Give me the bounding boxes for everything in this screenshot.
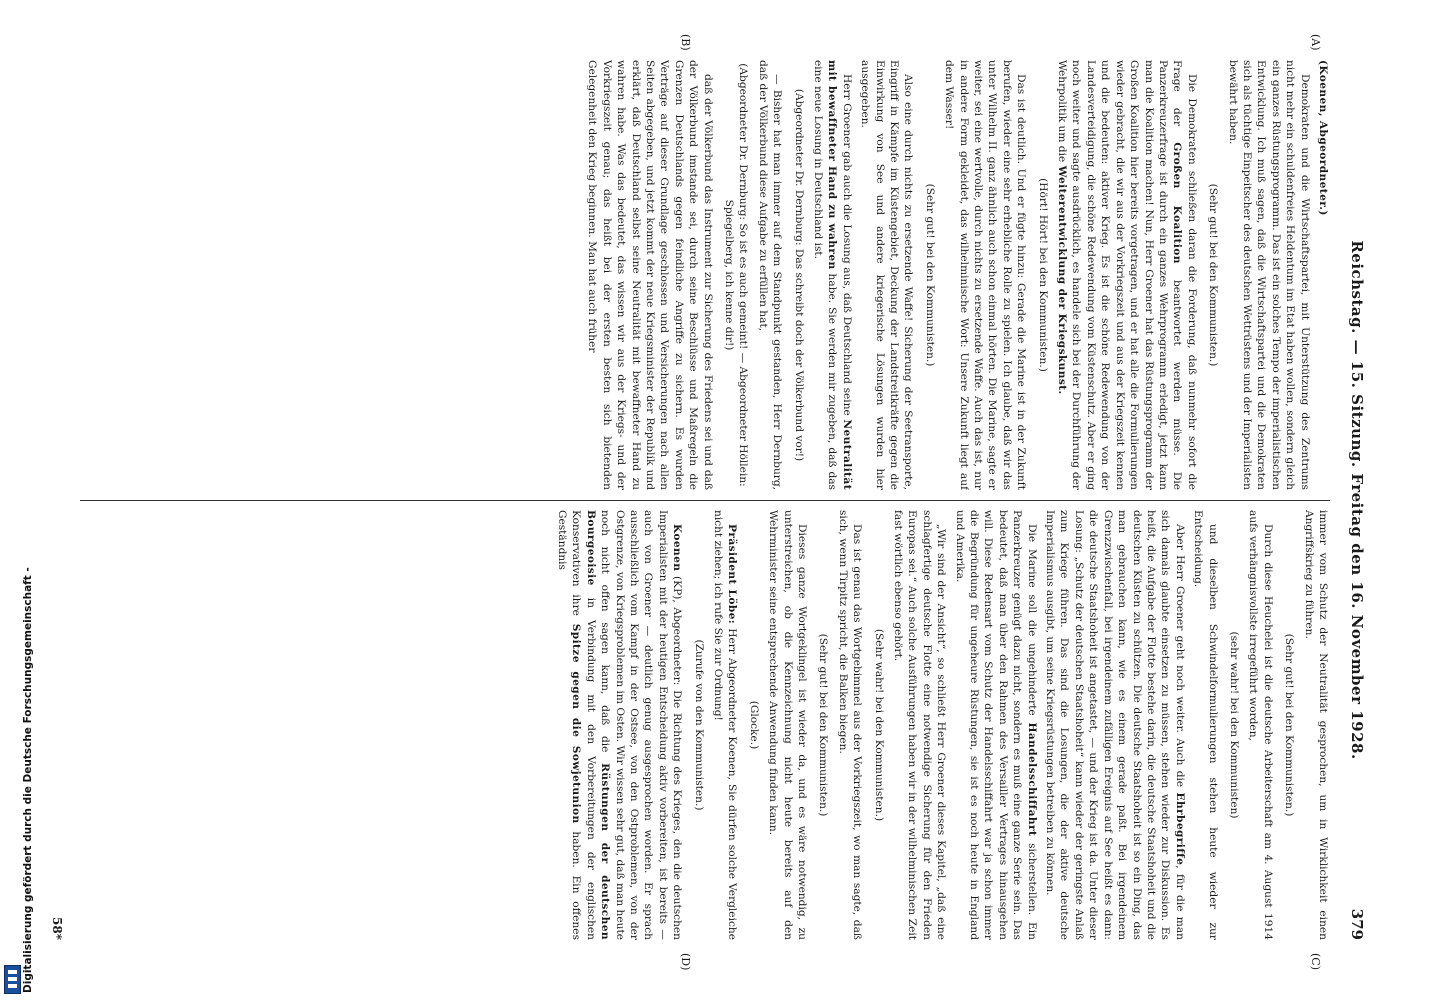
paragraph: und dieselben Schwindelformulierungen stehen heute wieder zur Entscheidung. <box>1192 510 1219 940</box>
paragraph: Präsident Löbe: Herr Abgeordneter Koenen, Sie dürfen solche Vergleiche nicht ziehen; ich rufe Sie zur Ordnung! <box>711 510 739 940</box>
margin-mark-d: (D) <box>679 953 692 971</box>
interjection: (sehr wahr! bei den Kommunisten) <box>1227 631 1240 819</box>
interjection: (Sehr gut! bei den Kommunisten.) <box>1207 183 1220 367</box>
page-header <box>1340 60 1366 940</box>
paragraph: Aber Herr Groener geht noch weiter. Auch die Ehrbegriffe, für die man sich damals glaubte einsetzen zu müssen, stehen wieder zur Diskussion. Es heißt, die Aufgabe der Flotte bestehe darin, die deutsche Staatshoheit und die deutschen Küsten zu schützen. Die deutsche Staatshoheit ist so ein Ding, das man gebrauchen kann, wie es einem gerade paßt. Bei irgendeinem Grenzzwischenfall, bei irgendeinem zufälligen Ereignis auf See heißt es dann: die deutsche Staatshoheit ist angetastet, — und der Krieg ist da. Unter dieser Losung: „Schutz der deutschen Staatshoheit“ kann wieder der geringste Anlaß zum Kriege führen. Das sind die Losungen, die der aktive deutsche Imperialismus ausgibt, um seine Kriegsrüstungen betreiben zu können. <box>1044 510 1186 940</box>
scanned-page <box>2 8 1392 988</box>
interjection: (Sehr wahr! bei den Kommunisten.) <box>872 628 885 822</box>
header-title: Reichstag. — 15. Sitzung. Freitag den 16. November 1928. <box>1348 240 1366 760</box>
paragraph: (Koenen, Abgeordneter.) <box>1317 60 1329 216</box>
paragraph: Die Demokraten schließen daran die Forderung, daß nunmehr sofort die Frage der Großen Koalition beantwortet werden müsse. Die Panzerkreuzerfrage ist durch ein ganzes Wehrprogramm erledigt, jetzt kann man die Koalition machen! Nun, Herr Groener hat das Rüstungsprogramm der Großen Koalition hier bereits vorgetragen, und er hat alle die Formulierungen wieder gebracht, die wir aus der Vorkriegszeit und aus der Kriegszeit kennen und die bedeuten: aktiver Krieg. Es ist die schöne Redewendung von der Landesverteidigung, die schöne Redewendung vom Küstenschutz. Aber er ging noch weiter und sagte ausdrücklich, es handele sich bei der Durchführung der Wehrpolitik um die Weiterentwicklung der Kriegskunst. <box>1056 60 1198 490</box>
interjection: (Abgeordneter Dr. Dernburg: So ist es auch gemeint! — Abgeordneter Höllein: Spiegelberg, ich kenne dir!) <box>722 63 750 487</box>
interjection: (Sehr gut! bei den Kommunisten.) <box>817 633 830 817</box>
paragraph: Das ist deutlich. Und er fügte hinzu: Gerade die Marine ist in der Zukunft berufen, wieder eine sehr erhebliche Rolle zu spielen. Ich glaube, daß wir das unter Wilhelm II. ganz ähnlich auch schon einmal hörten. Die Marine, sagte er weiter, sei eine wertvolle, durch nichts zu ersetzende Waffe. Auch das ist, nur in andere Form gekleidet, das wilhelminische Wort: Unsere Zukunft liegt auf dem Wasser! <box>943 60 1028 490</box>
paragraph: Durch diese Heuchelei ist die deutsche Arbeiterschaft am 4. August 1914 aufs verhängnisvollste irregeführt worden, <box>1247 510 1274 940</box>
paragraph: daß der Völkerbund das Instrument zur Sicherung des Friedens sei und daß der Völkerbund imstande sei, durch seine Beschlüsse und Maßregeln die Grenzen Deutschlands gegen feindliche Angriffe zu sichern. Es wurden Verträge auf dieser Grundlage geschlossen und Versicherungen nach allen Seiten abgegeben, und jetzt kommt der neue Kriegsminister der Republik und erklärt, daß Deutschland selbst seine Neutralität mit bewaffneter Hand zu wahren habe. Was das bedeutet, das wissen wir aus der Kriegs- und der Vorkriegszeit genau; das heißt bei der ersten besten sich bietenden Gelegenheit den Krieg beginnen. Man hat auch früher <box>586 60 714 490</box>
paragraph: immer vom Schutz der Neutralität gesprochen, um in Wirklichkeit einen Angriffskrieg zu führen. <box>1302 510 1329 940</box>
margin-mark-a: (A) <box>1309 34 1322 51</box>
paragraph: Die Marine soll die ungehinderte Handelsschiffahrt sicherstellen. Ein Panzerkreuzer genügt dazu nicht, sondern es muß eine ganze Serie sein. Das bedeutet, daß man über den Rahmen des Versailler Vertrages hinausgehen will. Diese Redensart vom Schutz der Handelsschiffahrt war ja schon immer die Begründung für ungeheure Rüstungen, sie ist es noch heute in England und Amerika. <box>953 510 1038 940</box>
header-page-number: 379 <box>1348 908 1366 940</box>
text-column-left <box>70 60 1330 490</box>
credit-text: Digitalisierung gefördert durch die Deutsche Forschungsgemeinschaft - <box>22 567 34 993</box>
interjection: (Glocke.) <box>747 700 760 750</box>
margin-mark-c: (C) <box>1309 953 1322 970</box>
paragraph: Demokraten und die Wirtschaftspartei, mit Unterstützung des Zentrums nicht mehr ein schuldenfreies Heldentum im Etat haben wollen, sondern gleich ein ganzes Rüstungsprogramm. Das ist ein solches Tempo der imperialistischen Entwicklung. Ich muß sagen, daß die Wirtschaftspartei und die Demokraten sich als tüchtige Einpeitscher des deutschen Wettrüstens und der Imperialisten bewährt haben. <box>1226 60 1311 490</box>
footer-number: 58* <box>50 917 64 940</box>
interjection: (Hört! Hört! bei den Kommunisten.) <box>1036 178 1049 372</box>
paragraph: Das ist genau das Wortgebimmel aus der Vorkriegszeit, wo man sagte, daß sich, wenn Tirpitz spricht, die Balken biegen. <box>836 510 864 940</box>
interjection: (Sehr gut! bei den Kommunisten.) <box>923 183 936 367</box>
credit-strip <box>0 0 34 1000</box>
dfg-logo-icon <box>4 965 21 994</box>
paragraph: Also eine durch nichts zu ersetzende Waffe! Sicherung der Seetransporte, Eingriff in Kämpfe im Küstengebiet, Deckung der Landstreitkräfte gegen die Einwirkung von See und andere kriegerische Lösungen wurden hier ausgegeben. <box>859 60 915 490</box>
paragraph: — Bisher hat man immer auf dem Standpunkt gestanden, Herr Dernburg, daß der Völkerbund diese Aufgabe zu erfüllen hat, <box>756 60 784 490</box>
interjection: (Zurufe von den Kommunisten.) <box>692 639 705 811</box>
paragraph: „Wir sind der Ansicht“, so schließt Herr Groener dieses Kapitel, „daß eine schlagfertige deutsche Flotte eine notwendige Sicherung für den Frieden Europas sei.“ Auch solche Ausführungen haben wir in der wilhelminischen Zeit fast wörtlich ebenso gehört. <box>892 510 948 940</box>
interjection: (Sehr gut! bei den Kommunisten.) <box>1283 633 1296 817</box>
text-column-right <box>70 510 1330 940</box>
paragraph: Koenen (KP), Abgeordneter: Die Richtung des Krieges, den die deutschen Imperialisten mit der heutigen Entscheidung aktiv vorbereiten, ist bereits — auch von Groener — deutlich genug ausgesprochen worden. Er sprach ausschließlich vom Kampf in der Ostsee, von den Ostproblemen, von der Ostgrenze, von Kriegsproblemen im Osten. Wir wissen sehr gut, daß man heute noch nicht offen sagen kann, daß die Rüstungen der deutschen Bourgeoisie in Verbindung mit den Vorbereitungen der englischen Konservativen ihre Spitze gegen die Sowjetunion haben. Ein offenes Geständnis <box>555 510 684 940</box>
paragraph: Herr Groener gab auch die Losung aus, daß Deutschland seine Neutralität mit bewaffneter Hand zu wahren habe. Sie werden mir zugeben, daß das eine neue Losung in Deutschland ist. <box>812 60 853 490</box>
margin-mark-b: (B) <box>679 34 692 51</box>
paragraph: Dieses ganze Wortgeklingel ist wieder da, und es wäre notwendig, zu unterstreichen, ob die Kennzeichnung nicht heute bereits auf den Wehrminister seine entsprechende Anwendung finden kann. <box>767 510 808 940</box>
interjection: (Abgeordneter Dr. Dernburg: Das schreibt doch der Völkerbund vor!) <box>792 88 805 462</box>
column-divider <box>80 500 1330 501</box>
